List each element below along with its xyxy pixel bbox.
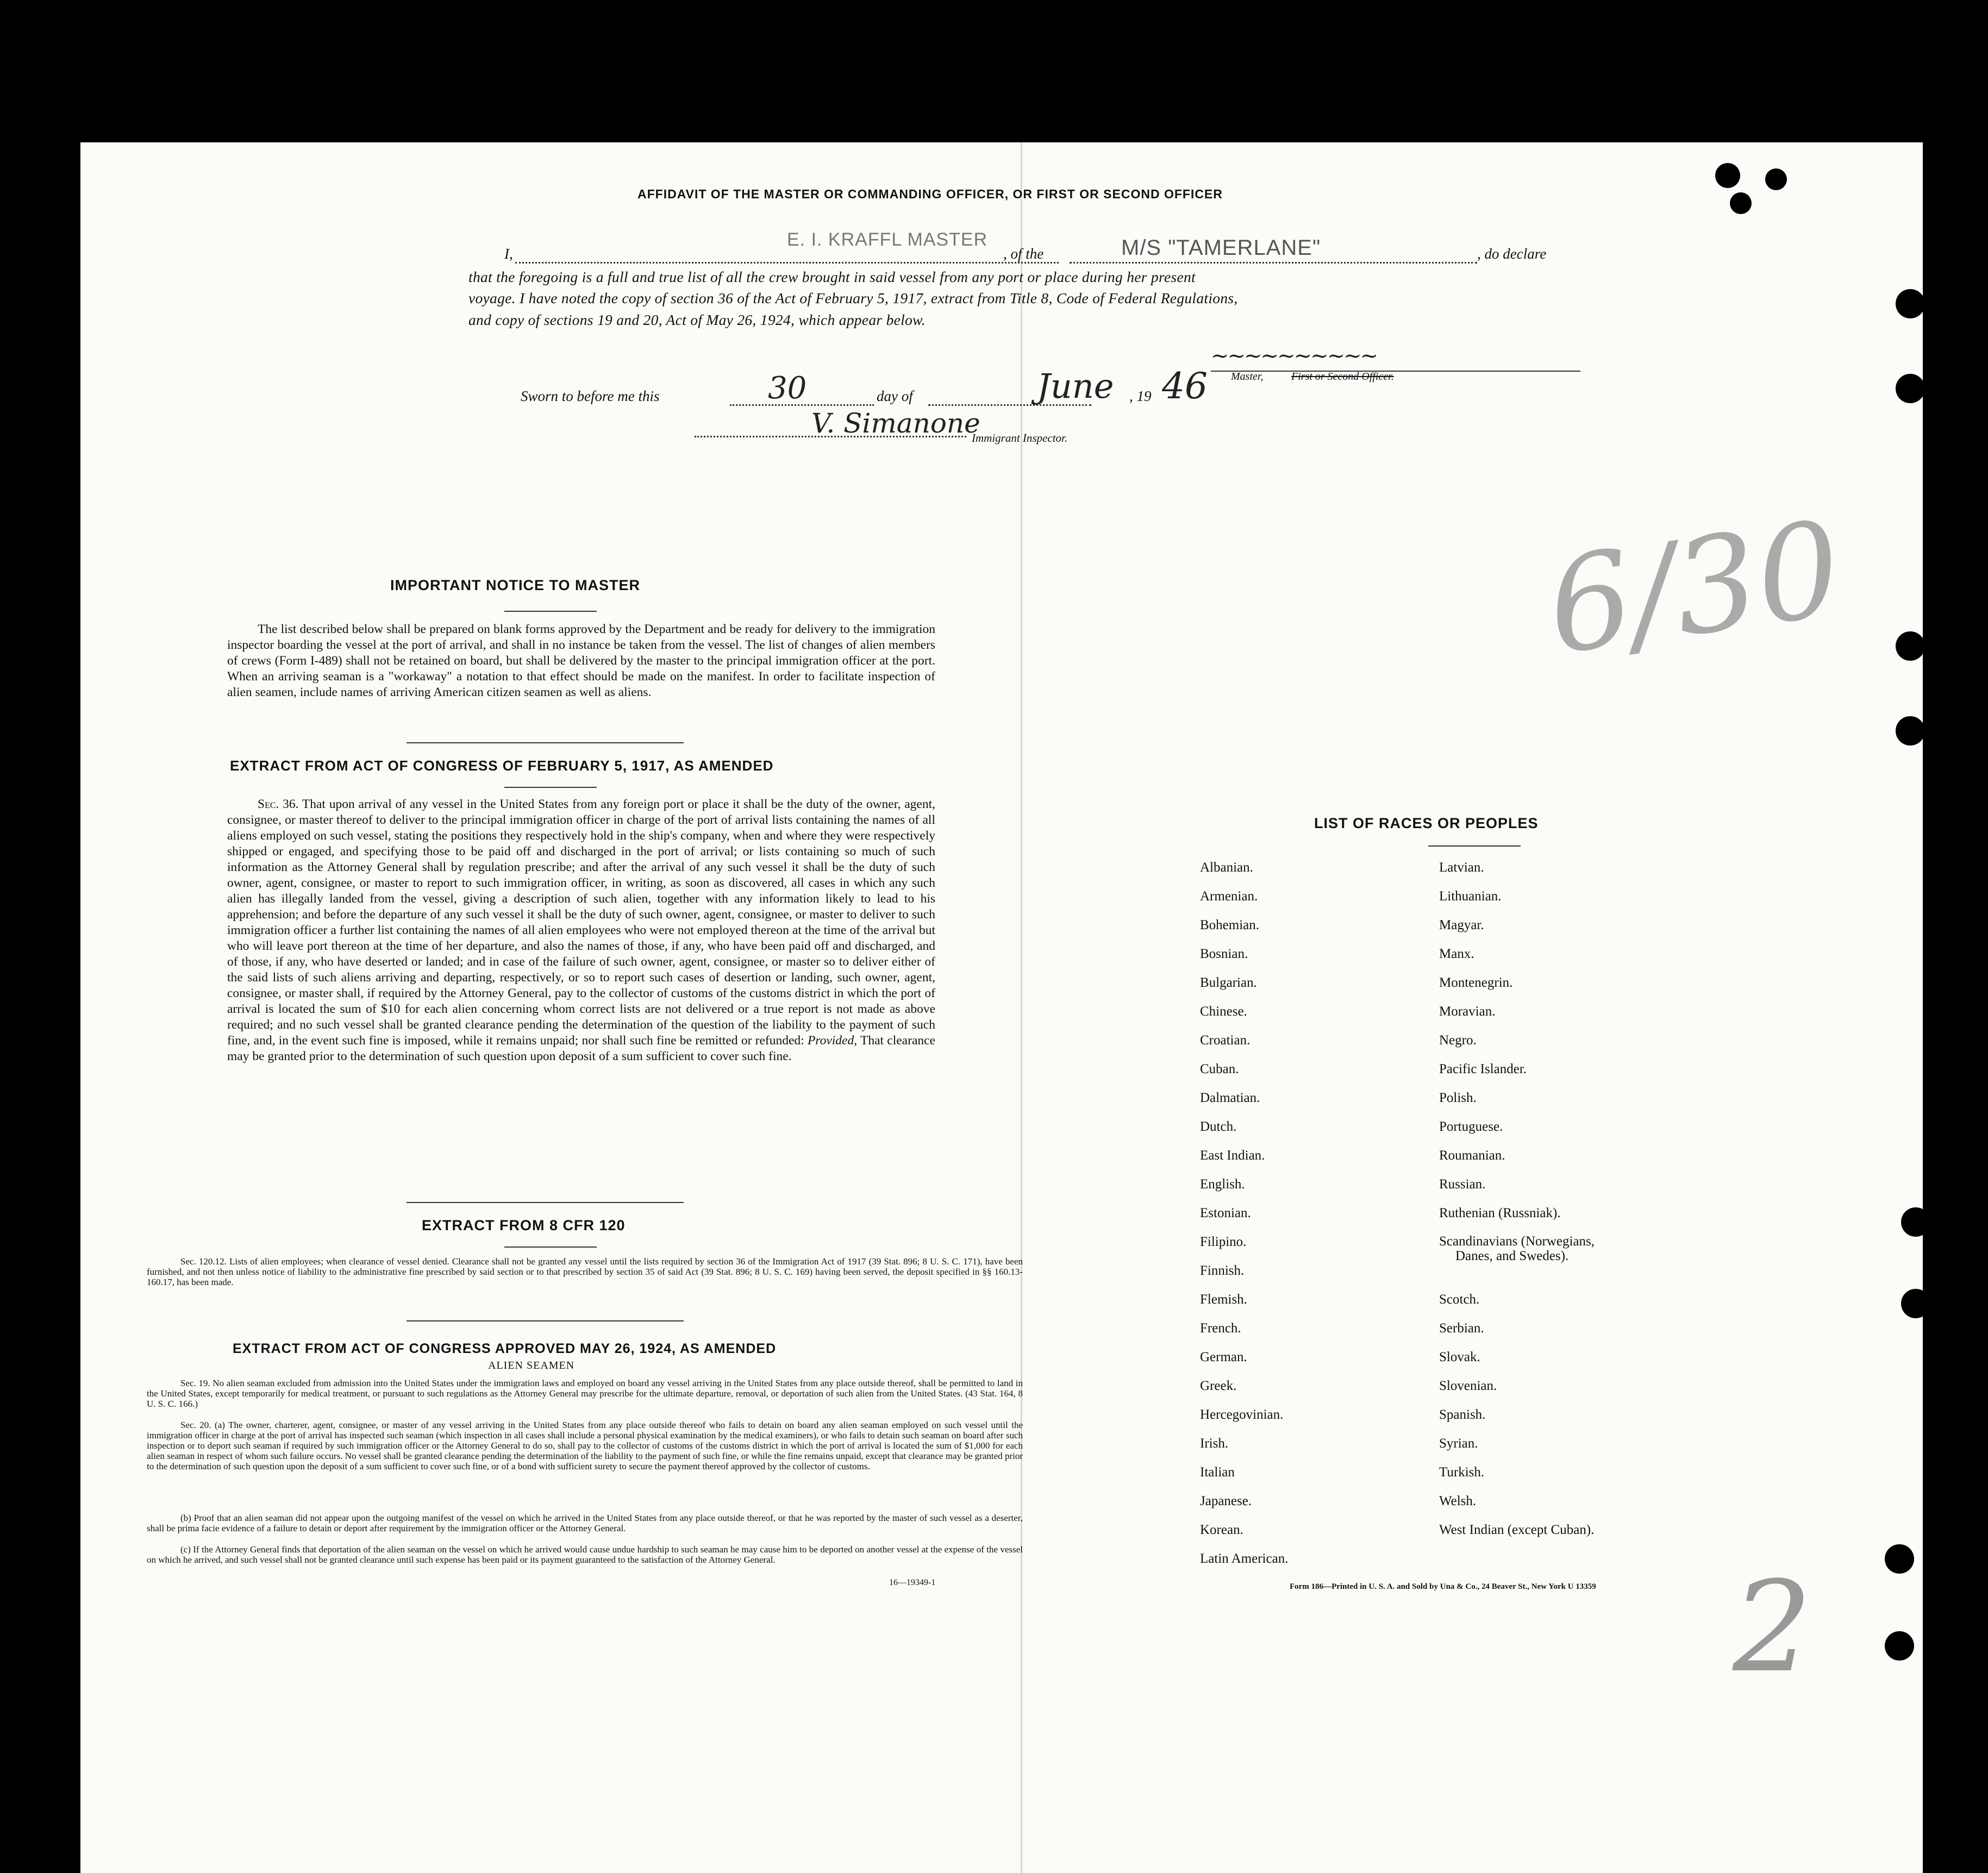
race-item: Japanese. [1200,1494,1252,1508]
race-item: Serbian. [1439,1321,1484,1336]
extract-cfr-rule [504,1246,597,1248]
extract-1924-sec20b: (b) Proof that an alien seaman did not appear upon the outgoing manifest of the vessel on which he arrived in the United States from any place outside thereof, or that he was reported by the master of such vessel as a deserter, shall be prima facie evidence of a failure to detain or deport after requirement by the immigration officer or the Attorney General. [147,1513,1023,1533]
race-item: Syrian. [1439,1436,1478,1451]
punch-hole [1765,168,1787,190]
affidavit-body-line-1: that the foregoing is a full and true list of all the crew brought in said vessel from any port or place during her present [468,268,1196,285]
race-item: Magyar. [1439,918,1484,932]
inspector-label: Immigrant Inspector. [972,431,1068,444]
races-rule [1428,845,1521,847]
sworn-label: Sworn to before me this [521,388,660,404]
race-item: Slovenian. [1439,1379,1497,1393]
affidavit-body-line-3: and copy of sections 19 and 20, Act of May 26, 1924, which appear below. [468,311,926,328]
race-item: Hercegovinian. [1200,1407,1284,1422]
year-value: 46 [1162,365,1208,407]
extract-1924-code: 16—19349-1 [889,1578,936,1587]
race-item: Negro. [1439,1033,1477,1048]
affidavit-title: AFFIDAVIT OF THE MASTER OR COMMANDING OFFICER, OR FIRST OR SECOND OFFICER [637,187,1223,201]
race-item: West Indian (except Cuban). [1439,1523,1595,1537]
punch-hole [1885,1631,1914,1661]
punch-hole [1730,192,1752,214]
punch-hole [1896,631,1925,661]
punch-hole [1901,1207,1930,1237]
affidavit-body-line-2: voyage. I have noted the copy of section 36 of the Act of February 5, 1917, extract from Title 8, Code of Federal Regulations, [468,290,1238,306]
race-item: Ruthenian (Russniak). [1439,1206,1561,1220]
extract-1917-end-rule [407,1202,684,1203]
of-the-label: , of the [1003,246,1044,262]
race-item: Irish. [1200,1436,1229,1451]
provided-label: Provided, [807,1033,858,1048]
sec-36-text: That upon arrival of any vessel in the United States from any foreign port or place it shall be the duty of the owner, agent, consignee, or master thereof to deliver to the principal immigration officer in charge of the port of arrival lists containing the names of all aliens employed on such vessel, stating the positions they respectively hold in the ship's company, when and where they were respectively shipped or engaged, and specifying those to be paid off and discharged in the port of arrival; or lists containing so much of such information as the Attorney General shall by regulation prescribe; and after the arrival of any such vessel it shall be the duty of such owner, agent, consignee, or master to report to such immigration officer, in writing, as soon as discovered, all cases in which any such alien has illegally landed from the vessel, giving a description of such alien, together with any information likely to lead to his apprehension; and before the departure of any such vessel it shall be the duty of such owner, agent, consignee, or master to deliver to such immigration officer a further list containing the names of all alien employees who were not employed thereon at the time of the arrival but who will leave port thereon at the time of her departure, and also the names of those, if any, who have been paid off and discharged, and of those, if any, who have deserted or landed; and in case of the failure of such owner, agent, consignee, or master so to deliver either of the said lists of such aliens arriving and departing, respectively, or so to report such cases of desertion or landing, such owner, agent, consignee, or master shall, if required by the Attorney General, pay to the collector of customs of the customs district in which the port of arrival is located the sum of $10 for each alien concerning whom correct lists are not delivered or a true report is not made as above required; and no such vessel shall be granted clearance pending the determination of the question of the liability to the payment of such fine, and, in the event such fine is imposed, while it remains unpaid; nor shall such fine be remitted or refunded: [227,797,936,1048]
race-item: Albanian. [1200,860,1253,875]
race-item-line-1: Scandinavians (Norwegians, [1439,1234,1595,1249]
race-item: English. [1200,1177,1245,1192]
race-item: Montenegrin. [1439,975,1513,990]
race-item: Croatian. [1200,1033,1251,1048]
race-item: Korean. [1200,1523,1243,1537]
master-signature-line [1211,371,1580,372]
race-item: Latin American. [1200,1551,1289,1566]
extract-1924-sec19: Sec. 19. No alien seaman excluded from admission into the United States under the immigration laws and employed on board any vessel arriving in the United States from any place outside thereof, shall be permitted to land in the United States, except temporarily for medical treatment, or pursuant to such regulations as the Attorney General may prescribe for the ultimate departure, removal, or deportation of such alien from the United States. (43 Stat. 164, 8 U. S. C. 166.) [147,1378,1023,1409]
month-value: June [1037,366,1114,406]
fold-line [1021,142,1022,1873]
race-item: Filipino. [1200,1235,1247,1249]
margin-date-note: 6/30 [1539,492,1850,684]
race-item: Russian. [1439,1177,1486,1192]
race-item: Greek. [1200,1379,1237,1393]
race-item: Bosnian. [1200,947,1248,961]
race-item: Chinese. [1200,1004,1247,1019]
vessel-field [1070,262,1477,264]
vessel-stamp: M/S "TAMERLANE" [1121,236,1321,260]
document-sheet [80,142,1923,1873]
race-item-line-2: Danes, and Swedes). [1455,1249,1569,1263]
sec-36-text-end: That clearance may be granted prior to the determination of such question upon deposit of a sum sufficient to cover such fine. [227,1033,935,1063]
race-item: Roumanian. [1439,1148,1505,1163]
race-item: Pacific Islander. [1439,1062,1527,1076]
races-right-column [1439,853,1667,1544]
master-stamp: E. I. KRAFFL MASTER [787,229,988,250]
i-label: I, [504,246,513,262]
notice-title: IMPORTANT NOTICE TO MASTER [390,577,640,593]
extract-1917-rule [504,787,597,788]
extract-1924-title: EXTRACT FROM ACT OF CONGRESS APPROVED MAY 26, 1924, AS AMENDED [233,1341,777,1356]
extract-1924-sec20a: Sec. 20. (a) The owner, charterer, agent, consignee, or master of any vessel arriving in the United States from any place outside thereof who fails to detain on board any alien seaman employed on such vessel until the immigration officer in charge at the port of arrival has inspected such seaman (which inspection in all cases shall include a personal physical examination by the medical examiners), or who fails to detain such seaman on board after such inspection or to deport such seaman if required by such immigration officer or the Attorney General to do so, shall pay to the collector of customs of the customs district in which the port of arrival is located the sum of $1,000 for each alien seaman in respect of whom such failure occurs. No vessel shall be granted clearance pending the determination of the liability to the payment of such fine, or while the fine remains unpaid, except that clearance may be granted prior to the determination of such question upon the deposit of a sum sufficient to cover such fine, or of a bond with sufficient surety to secure the payment thereof approved by the collector of customs. [147,1420,1023,1471]
race-item: Armenian. [1200,889,1258,904]
master-name-field [515,262,1059,264]
race-item: Latvian. [1439,860,1484,875]
race-item: Estonian. [1200,1206,1251,1220]
race-item: Dalmatian. [1200,1091,1260,1105]
extract-1924-sec20c: (c) If the Attorney General finds that deportation of the alien seaman on the vessel on which he arrived would cause undue hardship to such seaman he may cause him to be deported on another vessel at the expense of the vessel on which he arrived, and such vessel shall not be granted clearance until such expense has been paid or its payment guaranteed to the satisfaction of the Attorney General. [147,1544,1023,1565]
race-item: Polish. [1439,1091,1477,1105]
day-value: 30 [768,371,807,406]
race-item: Scotch. [1439,1292,1480,1307]
day-of-label: day of [877,388,913,404]
race-item: Turkish. [1439,1465,1485,1480]
race-item: Welsh. [1439,1494,1477,1508]
race-item: Spanish. [1439,1407,1486,1422]
punch-hole [1896,374,1925,403]
extract-1917-text [227,797,935,1064]
race-item: Bohemian. [1200,918,1260,932]
year-prefix: , 19 [1129,388,1152,404]
race-item: Bulgarian. [1200,975,1257,990]
punch-hole [1885,1544,1914,1574]
edge-hole [1930,1163,1954,1187]
race-item: Slovak. [1439,1350,1480,1364]
race-item: Dutch. [1200,1119,1237,1134]
race-item: French. [1200,1321,1241,1336]
races-left-column [1200,853,1428,1573]
extract-cfr-end-rule [407,1320,684,1321]
punch-hole [1896,716,1925,746]
officer-label-struck: First or Second Officer. [1291,371,1394,383]
race-item: Moravian. [1439,1004,1496,1019]
race-item: Italian [1200,1465,1235,1480]
race-item: Cuban. [1200,1062,1239,1076]
races-title: LIST OF RACES OR PEOPLES [1314,815,1539,831]
master-signature-scribble: ~~~~~~~~~~ [1211,343,1377,368]
notice-rule [504,611,597,612]
race-item: Flemish. [1200,1292,1247,1307]
race-item: Manx. [1439,947,1474,961]
race-item: Finnish. [1200,1263,1245,1278]
do-declare-label: , do declare [1477,246,1547,262]
punch-hole [1715,163,1740,188]
race-item: East Indian. [1200,1148,1265,1163]
extract-cfr-text: Sec. 120.12. Lists of alien employees; when clearance of vessel denied. Clearance shall not be granted any vessel until the lists required by section 36 of the Immigration Act of 1917 (39 Stat. 896; 8 U. S. C. 171), have been furnished, and not then unless notice of liability to the administrative fine prescribed by said section or to that prescribed by section 35 of said Act (39 Stat. 896; 8 U. S. C. 169) having been served, the deposit specified in §§ 160.13-160.17, has been made. [147,1256,1023,1287]
punch-hole [1896,289,1925,318]
notice-end-rule [407,742,684,743]
extract-cfr-title: EXTRACT FROM 8 CFR 120 [422,1217,626,1233]
sec-36-label: Sec. 36. [258,797,299,811]
extract-1917-title: EXTRACT FROM ACT OF CONGRESS OF FEBRUARY 5, 1917, AS AMENDED [230,757,774,774]
master-label: Master, [1231,371,1264,383]
margin-page-number: 2 [1733,1555,1812,1700]
race-item-scandinavians [1439,1227,1667,1285]
notice-text: The list described below shall be prepared on blank forms approved by the Department and be ready for delivery to the immigration inspector boarding the vessel at the port of arrival, and shall in no instance be taken from the vessel. The list of changes of alien members of crews (Form I-489) shall not be retained on board, but shall be delivered by the master to the principal immigration officer at the port. When an arriving seaman is a "workaway" a notation to that effect should be made on the manifest. In order to facilitate inspection of alien seamen, include names of arriving American citizen seamen as well as aliens. [227,622,935,699]
punch-hole [1901,1289,1930,1318]
race-item: Portuguese. [1439,1119,1503,1134]
race-item: German. [1200,1350,1247,1364]
race-item: Lithuanian. [1439,889,1502,904]
inspector-signature: V. Simanone [811,408,980,439]
form-footer: Form 186—Printed in U. S. A. and Sold by Una & Co., 24 Beaver St., New York U 13359 [1290,1582,1596,1591]
extract-1924-subtitle: ALIEN SEAMEN [488,1360,575,1371]
